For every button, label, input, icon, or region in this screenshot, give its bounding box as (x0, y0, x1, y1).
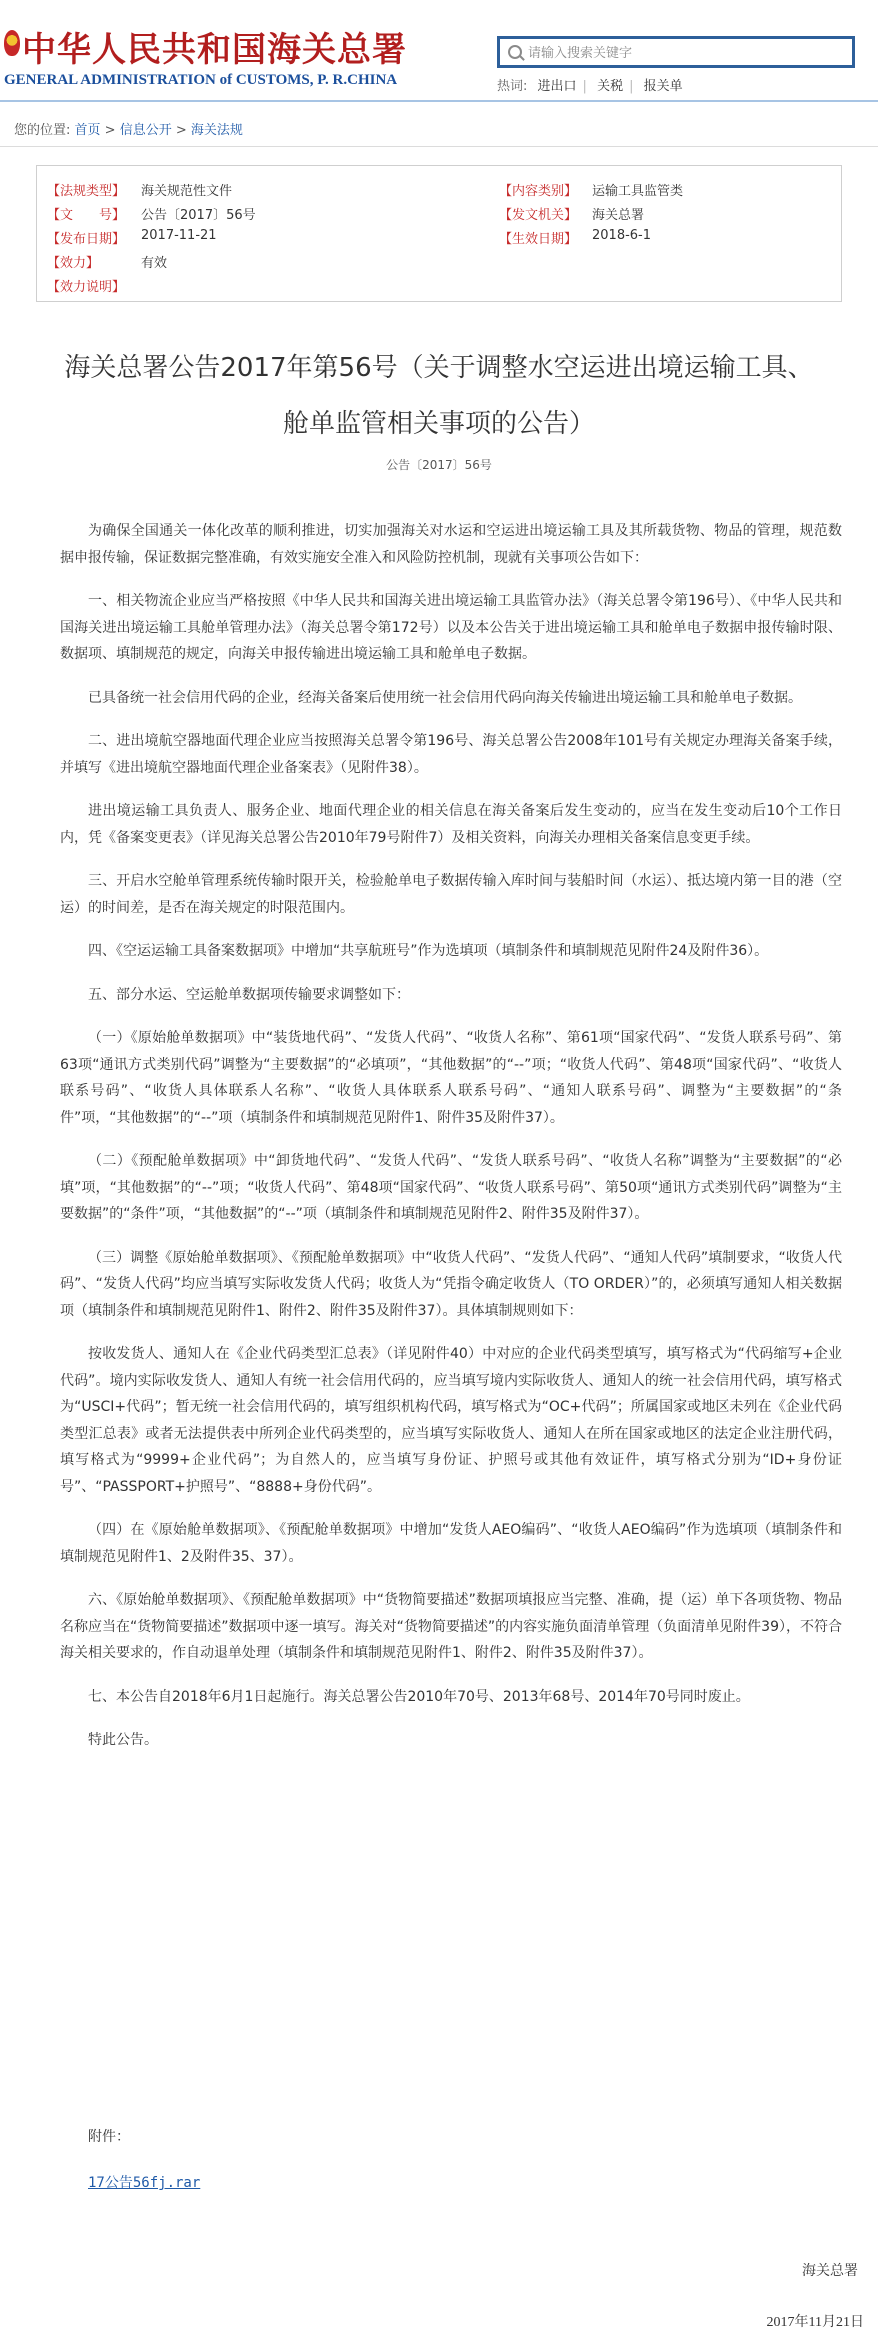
body-paragraph: 四、《空运运输工具备案数据项》中增加“共享航班号”作为选填项（填制条件和填制规范见附件24及附件36）。 (88, 943, 769, 959)
site-logo-chinese[interactable]: 中华人民共和国海关总署 (22, 30, 407, 70)
meta-value: 海关总署 (592, 208, 645, 223)
body-paragraph: 一、相关物流企业应当严格按照《中华人民共和国海关进出境运输工具监管办法》（海关总署令第196号）、《中华人民共和国海关进出境运输工具舱单管理办法》（海关总署令第172号）以及本公告关于进出境运输工具和舱单电子数据申报传输时限、数据项、填制规范的规定，向海关申报传输进出境运输工具和舱单电子数据。 (60, 593, 842, 662)
meta-row (37, 204, 841, 226)
meta-value: 公告〔2017〕56号 (141, 208, 256, 223)
body-paragraph: （一）《原始舱单数据项》中“装货地代码”、“发货人代码”、“收货人名称”、第61项“国家代码”、“发货人联系号码”、第63项“通讯方式类别代码”调整为“主要数据”的“必填项”，“其他数据”的“--”项；“收货人代码”、第48项“国家代码”、“收货人联系号码”、“收货人具体联系人名称”、“收货人具体联系人联系号码”、“通知人联系号码”、调整为“主要数据”的“条件”项，“其他数据”的“--”项（填制条件和填制规范见附件1、附件35及附件37）。 (60, 1030, 842, 1126)
breadcrumb-separator: > (171, 123, 191, 138)
body-paragraph: 进出境运输工具负责人、服务企业、地面代理企业的相关信息在海关备案后发生变动的，应当在发生变动后10个工作日内，凭《备案变更表》（详见海关总署公告2010年79号附件7）及相关资料，向海关办理相关备案信息变更手续。 (60, 803, 842, 846)
attachment-download-link[interactable]: 17公告56fj.rar (88, 2175, 201, 2191)
breadcrumb (14, 119, 243, 138)
body-paragraph: 已具备统一社会信用代码的企业，经海关备案后使用统一社会信用代码向海关传输进出境运输工具和舱单电子数据。 (88, 689, 802, 706)
meta-row (37, 276, 841, 298)
body-paragraph: 六、《原始舱单数据项》、《预配舱单数据项》中“货物简要描述”数据项填报应当完整、准确，提（运）单下各项货物、物品名称应当在“货物简要描述”数据项中逐一填写。海关对“货物简要描述”的内容实施负面清单管理（负面清单见附件39），不符合海关相关要求的，作自动退单处理（填制条件和填制规范见附件1、附件2、附件35及附件37）。 (60, 1592, 842, 1661)
hot-words-label: 热词: (497, 79, 528, 94)
body-paragraph: 三、开启水空舱单管理系统传输时限开关，检验舱单电子数据传输入库时间与装船时间（水运）、抵达境内第一目的港（空运）的时间差，是否在海关规定的时限范围内。 (60, 873, 842, 916)
search-box[interactable] (497, 36, 855, 68)
breadcrumb-prefix: 您的位置: (14, 123, 71, 138)
body-paragraph: 五、部分水运、空运舱单数据项传输要求调整如下： (88, 986, 410, 1003)
document-title-line: 海关总署公告2017年第56号（关于调整水空运进出境运输工具、 (64, 353, 814, 383)
regulation-meta-table (36, 165, 842, 302)
hot-word-separator: | (629, 79, 634, 94)
body-paragraph: （二）《预配舱单数据项》中“卸货地代码”、“发货人代码”、“发货人联系号码”、“收货人名称”调整为“主要数据”的“必填”项，“其他数据”的“--”项；“收货人代码”、第48项“国家代码”、“收货人联系号码”、第50项“通讯方式类别代码”调整为“主要数据”的“条件”项，“其他数据”的“--”项（填制条件和填制规范见附件2、附件35及附件37）。 (60, 1153, 842, 1222)
meta-key: 【文 号】 (47, 208, 126, 223)
breadcrumb-law-link[interactable]: 海关法规 (190, 123, 243, 138)
hot-word-link[interactable]: 关税 (597, 79, 624, 94)
customs-emblem-icon (4, 30, 20, 56)
meta-value: 有效 (141, 256, 168, 271)
body-paragraph: 二、进出境航空器地面代理企业应当按照海关总署令第196号、海关总署公告2008年101号有关规定办理海关备案手续，并填写《进出境航空器地面代理企业备案表》（见附件38）。 (60, 733, 842, 776)
signature-issuer: 海关总署 (802, 2263, 858, 2279)
meta-key: 【生效日期】 (499, 232, 578, 247)
hot-words (497, 75, 683, 94)
meta-value: 2018-6-1 (592, 228, 652, 243)
meta-row (37, 180, 841, 202)
document-number: 公告〔2017〕56号 (386, 458, 492, 472)
body-paragraph: 为确保全国通关一体化改革的顺利推进，切实加强海关对水运和空运进出境运输工具及其所载货物、物品的管理，规范数据申报传输，保证数据完整准确，有效实施安全准入和风险防控机制，现就有关事项公告如下： (60, 523, 842, 566)
meta-value: 海关规范性文件 (141, 184, 233, 199)
meta-row (37, 228, 841, 250)
header-divider (0, 100, 878, 102)
body-paragraph: 七、本公告自2018年6月1日起施行。海关总署公告2010年70号、2013年68号、2014年70号同时废止。 (88, 1688, 750, 1705)
meta-row (37, 252, 841, 274)
breadcrumb-home-link[interactable]: 首页 (74, 123, 101, 138)
breadcrumb-info-link[interactable]: 信息公开 (119, 123, 172, 138)
body-paragraph: 按收发货人、通知人在《企业代码类型汇总表》（详见附件40）中对应的企业代码类型填写，填写格式为“代码缩写+企业代码”。境内实际收发货人、通知人有统一社会信用代码的，应当填写境内实际收货人、通知人的统一社会信用代码，填写格式为“USCI+代码”；暂无统一社会信用代码的，填写组织机构代码，填写格式为“OC+代码”；所属国家或地区未列在《企业代码类型汇总表》或者无法提供表中所列企业代码类型的，应当填写实际收货人、通知人在所在国家或地区的法定企业注册代码，填写格式为“9999+企业代码”；为自然人的，应当填写身份证、护照号或其他有效证件，填写格式分别为“ID+身份证号”、“PASSPORT+护照号”、“8888+身份代码”。 (60, 1346, 842, 1495)
site-logo-english[interactable]: GENERAL ADMINISTRATION of CUSTOMS, P. R.CHINA (4, 72, 398, 88)
meta-value: 运输工具监管类 (592, 184, 684, 199)
signature-date: 2017年11月21日 (766, 2315, 864, 2330)
body-paragraph: （四）在《原始舱单数据项》、《预配舱单数据项》中增加“发货人AEO编码”、“收货人AEO编码”作为选填项（填制条件和填制规范见附件1、2及附件35、37）。 (60, 1522, 842, 1565)
hot-word-separator: | (582, 79, 587, 94)
body-paragraph: 特此公告。 (88, 1732, 158, 1748)
breadcrumb-divider (0, 146, 878, 147)
meta-key: 【效力说明】 (47, 280, 126, 295)
hot-word-link[interactable]: 报关单 (643, 79, 683, 94)
document-title-line: 舱单监管相关事项的公告） (282, 409, 595, 439)
meta-key: 【效力】 (47, 256, 100, 271)
body-paragraph: （三）调整《原始舱单数据项》、《预配舱单数据项》中“收货人代码”、“发货人代码”、“通知人代码”填制要求，“收货人代码”、“发货人代码”均应当填写实际收发货人代码；收货人为“凭指令确定收货人（TO ORDER）”的，必须填写通知人相关数据项（填制条件和填制规范见附件1、附件2、附件35及附件37）。具体填制规则如下： (60, 1249, 842, 1319)
document-title (0, 340, 878, 452)
meta-key: 【发文机关】 (499, 208, 578, 223)
document-body (60, 518, 842, 1771)
meta-key: 【内容类别】 (499, 184, 578, 199)
meta-key: 【发布日期】 (47, 232, 126, 247)
site-header (0, 0, 878, 96)
meta-value: 2017-11-21 (141, 228, 217, 243)
meta-key: 【法规类型】 (47, 184, 126, 199)
breadcrumb-separator: > (100, 123, 120, 138)
search-icon[interactable] (508, 45, 522, 59)
attachment-label: 附件： (88, 2129, 130, 2145)
search-input[interactable] (526, 41, 830, 65)
hot-word-link[interactable]: 进出口 (537, 79, 577, 94)
